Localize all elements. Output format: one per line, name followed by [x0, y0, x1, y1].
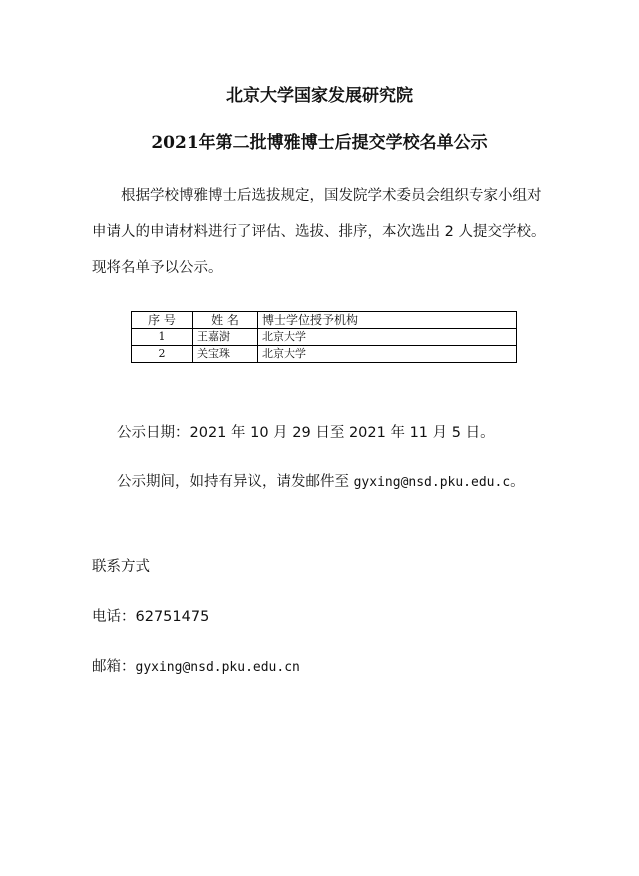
header-institution: 博士学位授予机构: [258, 312, 517, 329]
publicity-period-text: 公示期间，如持有异议，请发邮件至: [117, 474, 354, 490]
header-name: 姓 名: [193, 312, 258, 329]
organization-title: 北京大学国家发展研究院: [226, 86, 413, 106]
contact-phone: [92, 607, 209, 627]
row-number: 2: [132, 346, 193, 363]
publicity-period-end: 。: [510, 474, 525, 490]
contact-heading: 联系方式: [92, 559, 150, 575]
header-number: 序 号: [132, 312, 193, 329]
candidate-table: [131, 311, 517, 363]
publicity-date: 公示日期：2021 年 10 月 29 日至 2021 年 11 月 5 日。: [117, 425, 495, 441]
publicity-email-link[interactable]: gyxing@nsd.pku.edu.c: [353, 475, 511, 490]
row-name: 关宝珠: [193, 346, 258, 363]
row-number: 1: [132, 329, 193, 346]
email-address-link[interactable]: gyxing@nsd.pku.edu.cn: [135, 660, 300, 675]
phone-number: 62751475: [135, 609, 210, 625]
row-name: 王嘉澍: [193, 329, 258, 346]
contact-email: [92, 657, 300, 678]
email-label: 邮箱：: [92, 659, 136, 675]
table-row: [132, 346, 517, 363]
publicity-period: [117, 472, 525, 493]
row-institution: 北京大学: [258, 329, 517, 346]
table-header-row: [132, 312, 517, 329]
phone-label: 电话：: [92, 609, 136, 625]
intro-paragraph: 根据学校博雅博士后选拔规定，国发院学术委员会组织专家小组对申请人的申请材料进行了评估、选拔、排序，本次选出 2 人提交学校。现将名单予以公示。: [92, 188, 546, 276]
table-row: [132, 329, 517, 346]
row-institution: 北京大学: [258, 346, 517, 363]
notice-title: 2021年第二批博雅博士后提交学校名单公示: [151, 133, 488, 153]
